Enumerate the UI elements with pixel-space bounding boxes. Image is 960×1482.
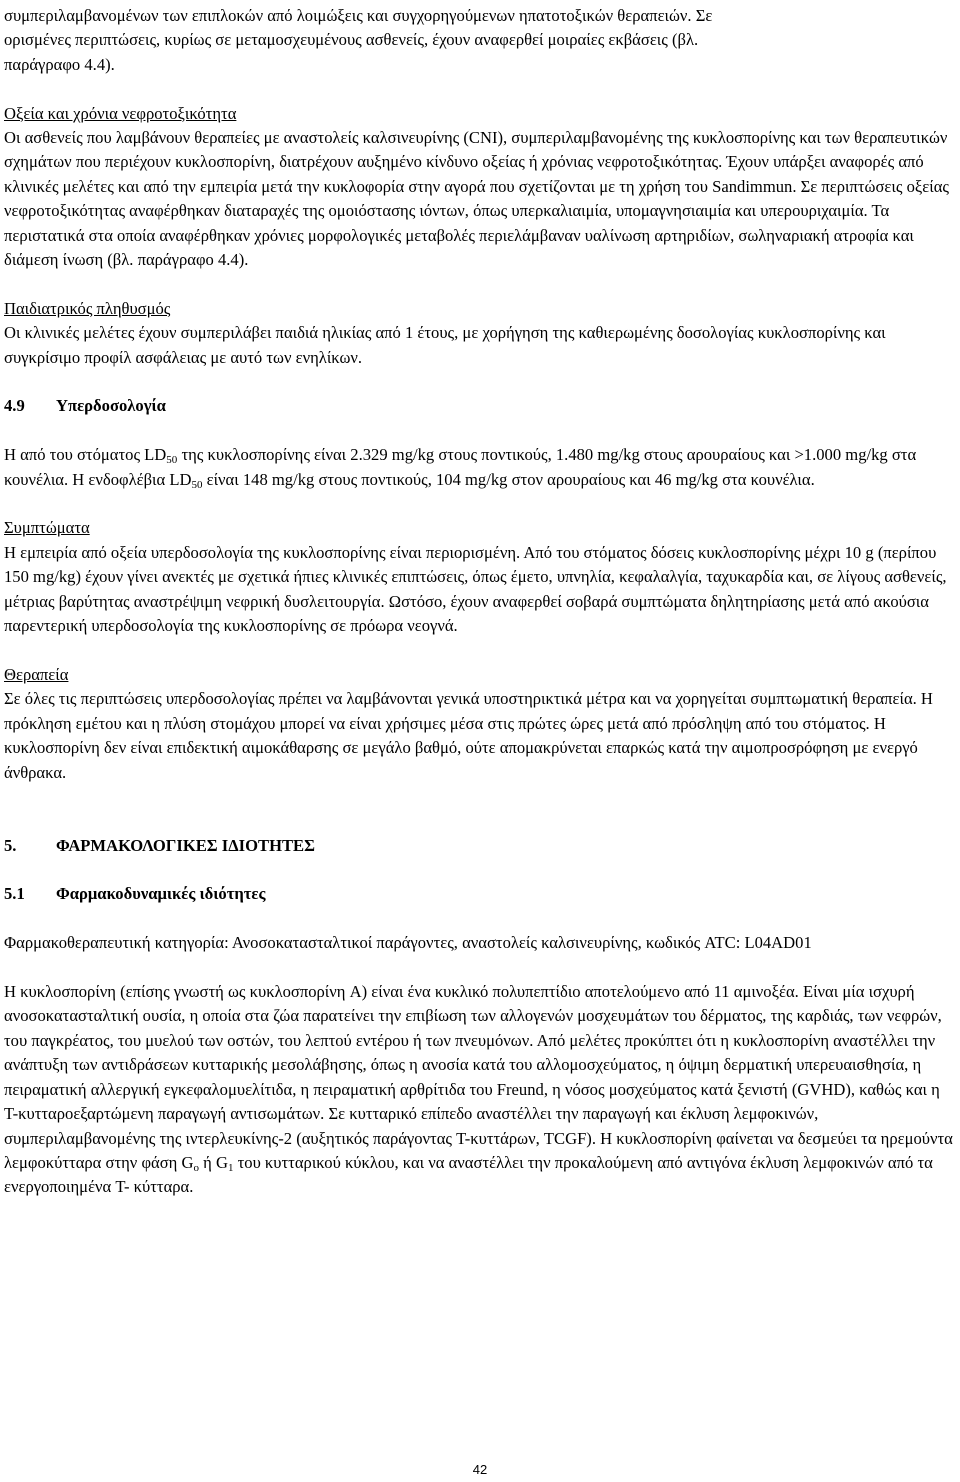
mechanism-text-b: ή G [198, 1152, 228, 1172]
section-5-title: ΦΑΡΜΑΚΟΛΟΓΙΚΕΣ ΙΔΙΟΤΗΤΕΣ [56, 835, 315, 855]
intro-paragraph [4, 4, 954, 77]
therapy-title: Θεραπεία [4, 664, 69, 684]
phase-subscript-1: 1 [227, 1161, 234, 1174]
mechanism-text-a: Η κυκλοσπορίνη (επίσης γνωστή ως κυκλοσπορίνη A) είναι ένα κυκλικό πολυπεπτίδιο αποτελούμενο από 11 αμινοξέα. Είναι μία ισχυρή ανοσοκατασταλτική ουσία, η οποία στα ζώα παρατείνει την επιβίωση των αλλογενών μοσχευμάτων του δέρματος, της καρδιάς, των νεφρών, του παγκρέατος, του μυελού των οστών, του λεπτού εντέρου ή των πνευμόνων. Από μελέτες προκύπτει ότι η κυκλοσπορίνη αναστέλλει την ανάπτυξη των αντιδράσεων κυτταρικής μεσολάβησης, όπως η ανοσία κατά του αλλομοσχεύματος, η όψιμη δερματική υπερευαισθησία, η πειραματική αλλεργική εγκεφαλομυελίτιδα, η πειραματική αρθρίτιδα του Freund, η νόσος μοσχεύματος κατά ξενιστή (GVHD), καθώς και η T-κυτταροεξαρτώμενη παραγωγή αντισωμάτων. Σε κυτταρικό επίπεδο αναστέλλει την παραγωγή και έκλυση λεμφοκινών, συμπεριλαμβανομένης της ιντερλευκίνης-2 (αυξητικός παράγοντας T-κυττάρων, TCGF). Η κυκλοσπορίνη φαίνεται να δεσμεύει τα ηρεμούντα λεμφοκύτταρα στην φάση G [4, 982, 953, 1172]
phase-subscript-o: o [193, 1161, 199, 1174]
ld50-subscript-1: 50 [166, 454, 178, 467]
document-page [4, 4, 954, 1200]
mechanism-paragraph [4, 980, 954, 1200]
ld50-text-a: Η από του στόματος LD [4, 445, 167, 465]
mechanism-text-c: του κυτταρικού κύκλου, και να αναστέλλει την προκαλούμενη από αντιγόνα έκλυση λεμφοκινών από τα ενεργοποιημένα T- κύτταρα. [4, 1152, 933, 1197]
section-5-1-number: 5.1 [4, 884, 25, 904]
intro-line-2: ορισμένες περιπτώσεις, κυρίως σε μεταμοσχευμένους ασθενείς, έχουν αναφερθεί μοιραίες εκβάσεις (βλ. [4, 30, 699, 50]
pharmacotherapeutic-category: Φαρμακοθεραπευτική κατηγορία: Ανοσοκατασταλτικοί παράγοντες, αναστολείς καλσινευρίνης, κωδικός ATC: L04AD01 [4, 933, 812, 953]
pediatric-body: Οι κλινικές μελέτες έχουν συμπεριλάβει παιδιά ηλικίας από 1 έτους, με χορήγηση της καθιερωμένης δοσολογίας κυκλοσπορίνης και συγκρίσιμο προφίλ ασφάλειας με αυτό των ενηλίκων. [4, 323, 886, 367]
page-number: 42 [472, 1462, 488, 1477]
ld50-subscript-2: 50 [191, 478, 203, 491]
symptoms-body: Η εμπειρία από οξεία υπερδοσολογία της κυκλοσπορίνης είναι περιορισμένη. Από του στόματος δόσεις κυκλοσπορίνης μέχρι 10 g (περίπου 150 mg/kg) έχουν γίνει ανεκτές με σχετικά ήπιες κλινικές επιπτώσεις, όπως έμετο, υπνηλία, κεφαλαλγία, ταχυκαρδία και, σε λίγους ασθενείς, μέτριας βαρύτητας αναστρέψιμη νεφρική δυσλειτουργία. Ωστόσο, έχουν αναφερθεί σοβαρά συμπτώματα δηλητηρίασης μετά από ακούσια παρεντερική υπερδοσολογία της κυκλοσπορίνης σε πρόωρα νεογνά. [4, 542, 947, 636]
intro-line-3: παράγραφο 4.4). [4, 54, 115, 74]
section-5-heading [4, 834, 954, 858]
section-5-1-heading [4, 882, 954, 906]
pediatric-title: Παιδιατρικός πληθυσμός [4, 298, 171, 318]
ld50-text-b: της κυκλοσπορίνης είναι 2.329 mg/kg στους ποντικούς, 1.480 mg/kg στους αρουραίους και >1.000 mg/kg στα κουνέλια. Η ενδοφλέβια LD [4, 445, 917, 489]
overdose-ld50-paragraph [4, 443, 954, 492]
section-4-9-heading [4, 394, 954, 418]
section-5-number: 5. [4, 835, 17, 855]
symptoms-title: Συμπτώματα [4, 518, 90, 538]
section-4-9-number: 4.9 [4, 396, 25, 416]
intro-line-1: συμπεριλαμβανομένων των επιπλοκών από λοιμώξεις και συγχορηγούμενων ηπατοτοξικών θεραπειών. Σε [4, 6, 713, 25]
therapy-body: Σε όλες τις περιπτώσεις υπερδοσολογίας πρέπει να λαμβάνονται γενικά υποστηρικτικά μέτρα και να χορηγείται συμπτωματική θεραπεία. Η πρόκληση εμέτου και η πλύση στομάχου μπορεί να είναι χρήσιμες μέσα στις πρώτες ώρες μετά από πρόσληψη από του στόματος. Η κυκλοσπορίνη δεν είναι επιδεκτική αιμοκάθαρσης σε μεγάλο βαθμό, ούτε απομακρύνεται επαρκώς κατά την αιμοπροσρόφηση με ενεργό άνθρακα. [4, 689, 933, 782]
ld50-text-c: είναι 148 mg/kg στους ποντικούς, 104 mg/kg στον αρουραίους και 46 mg/kg στα κουνέλια. [202, 469, 815, 489]
nephro-body: Οι ασθενείς που λαμβάνουν θεραπείες με αναστολείς καλσινευρίνης (CNI), συμπεριλαμβανομένης της κυκλοσπορίνης και των θεραπευτικών σχημάτων που περιέχουν κυκλοσπορίνη, διατρέχουν αυξημένο κίνδυνο οξείας ή χρόνιας νεφροτοξικότητας. Έχουν υπάρξει αναφορές από κλινικές μελέτες και από την εμπειρία μετά την κυκλοφορία στην αγορά που σχετίζονται με τη χρήση του Sandimmun. Σε περιπτώσεις οξείας νεφροτοξικότητας αναφέρθηκαν διαταραχές της ομοιόστασης ιόντων, όπως υπερκαλιαιμία, υπομαγνησιαιμία και υπερουριχαιμία. Τα περιστατικά στα οποία αναφέρθηκαν χρόνιες μορφολογικές μεταβολές περιελάμβαναν υαλίνωση αρτηριδίων, σωληναριακή ατροφία και διάμεση ίνωση (βλ. παράγραφο 4.4). [4, 128, 949, 270]
section-4-9-title: Υπερδοσολογία [56, 396, 166, 416]
section-5-1-title: Φαρμακοδυναμικές ιδιότητες [56, 884, 266, 904]
nephro-title: Οξεία και χρόνια νεφροτοξικότητα [4, 103, 237, 123]
